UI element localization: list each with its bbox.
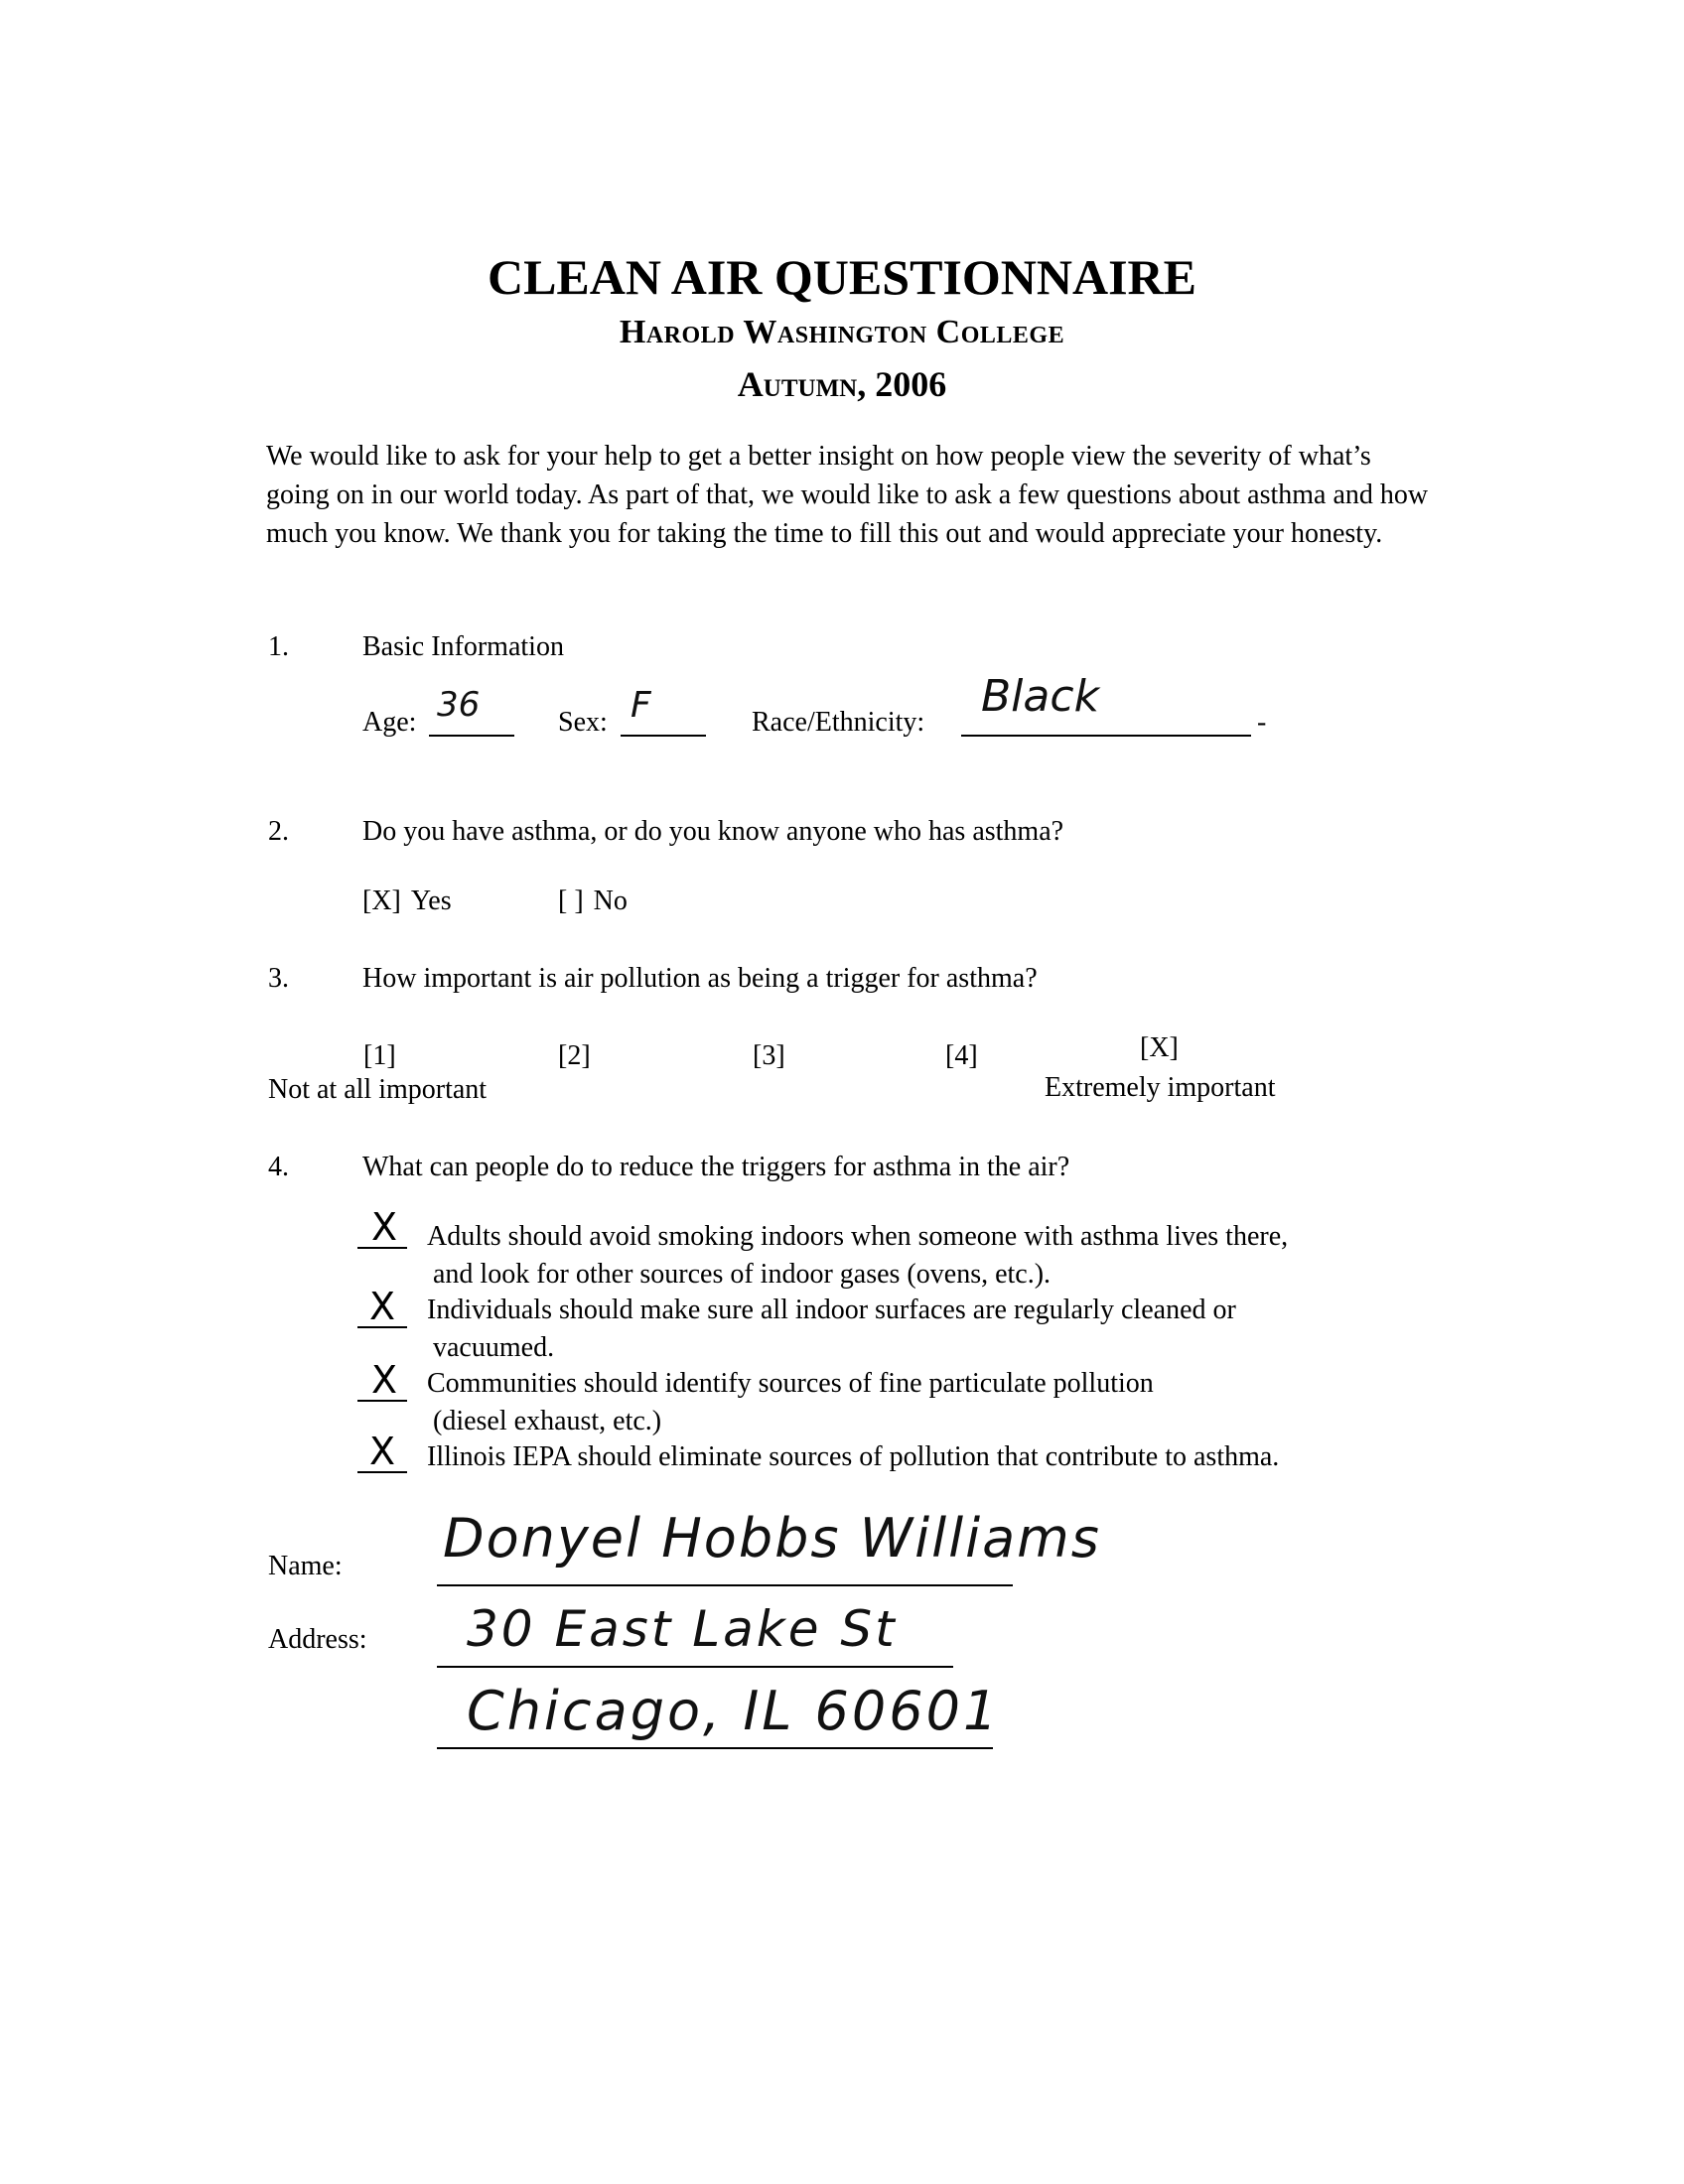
race-trailing-mark: - bbox=[1257, 707, 1267, 738]
q3-option-2[interactable]: [2] bbox=[558, 1040, 591, 1071]
q4-item-4-mark: X bbox=[369, 1430, 396, 1473]
q3-option-4[interactable]: [4] bbox=[945, 1040, 978, 1071]
sex-value: F bbox=[631, 685, 651, 726]
q2-label: Do you have asthma, or do you know anyone who has asthma? bbox=[362, 816, 1064, 847]
q4-item-1-blank bbox=[357, 1247, 407, 1249]
q3-option-5[interactable]: [X] bbox=[1140, 1032, 1179, 1063]
q3-low-label: Not at all important bbox=[268, 1074, 488, 1105]
name-label: Name: bbox=[268, 1551, 343, 1581]
q4-item-3-checkbox[interactable] bbox=[357, 1360, 417, 1400]
race-label: Race/Ethnicity: bbox=[752, 707, 925, 738]
q4-item-3-line2: (diesel exhaust, etc.) bbox=[433, 1406, 662, 1436]
race-value: Black bbox=[981, 671, 1100, 722]
q2-yes-option[interactable] bbox=[362, 886, 452, 917]
address-line1-field[interactable] bbox=[437, 1600, 953, 1668]
q3-number: 3. bbox=[268, 963, 289, 994]
q2-no-label: No bbox=[593, 886, 628, 916]
q4-item-3-line1: Communities should identify sources of fine particulate pollution bbox=[427, 1368, 1154, 1399]
age-label: Age: bbox=[362, 707, 417, 738]
q3-label: How important is air pollution as being a trigger for asthma? bbox=[362, 963, 1038, 994]
q4-item-1-line1: Adults should avoid smoking indoors when someone with asthma lives there, bbox=[427, 1221, 1289, 1252]
q4-item-1-mark: X bbox=[371, 1205, 398, 1249]
sex-label: Sex: bbox=[558, 707, 608, 738]
q4-item-4-blank bbox=[357, 1471, 407, 1473]
name-value: Donyel Hobbs Williams bbox=[443, 1507, 1101, 1570]
q4-item-4-checkbox[interactable] bbox=[357, 1432, 417, 1471]
age-value: 36 bbox=[437, 685, 481, 725]
q3-option-3[interactable]: [3] bbox=[753, 1040, 785, 1071]
q4-item-3-blank bbox=[357, 1400, 407, 1402]
q2-number: 2. bbox=[268, 816, 289, 847]
q4-item-2-line2: vacuumed. bbox=[433, 1332, 555, 1363]
race-field[interactable] bbox=[961, 671, 1251, 737]
name-field[interactable] bbox=[437, 1499, 1101, 1586]
q4-item-1-checkbox[interactable] bbox=[357, 1207, 417, 1247]
sex-field[interactable] bbox=[621, 685, 706, 737]
q3-high-label: Extremely important bbox=[1045, 1072, 1276, 1103]
form-term: Autumn, 2006 bbox=[737, 364, 947, 404]
address-line2-value: Chicago, IL 60601 bbox=[467, 1680, 1001, 1742]
q4-item-2-checkbox[interactable] bbox=[357, 1287, 417, 1326]
q1-label: Basic Information bbox=[362, 631, 564, 662]
address-line1-value: 30 East Lake St bbox=[467, 1600, 898, 1658]
q4-item-2-line1: Individuals should make sure all indoor surfaces are regularly cleaned or bbox=[427, 1295, 1236, 1325]
q2-no-checkbox[interactable]: [ ] bbox=[558, 886, 584, 916]
q4-number: 4. bbox=[268, 1152, 289, 1182]
q4-item-2-mark: X bbox=[369, 1285, 396, 1328]
age-field[interactable] bbox=[429, 685, 514, 737]
form-title: CLEAN AIR QUESTIONNAIRE bbox=[487, 249, 1197, 305]
q1-number: 1. bbox=[268, 631, 289, 662]
intro-paragraph: We would like to ask for your help to get a better insight on how people view the severity of what’s going on in our world today. As part of that, we would like to ask a few questions about asthma and how much you know. We thank you for taking the time to fill this out and would appreciate your honesty. bbox=[266, 441, 1429, 549]
institution-name: Harold Washington College bbox=[619, 314, 1065, 350]
q2-yes-label: Yes bbox=[410, 886, 452, 916]
q4-label: What can people do to reduce the triggers for asthma in the air? bbox=[362, 1152, 1070, 1182]
address-line2-field[interactable] bbox=[437, 1674, 1001, 1749]
q4-item-4-line1: Illinois IEPA should eliminate sources of pollution that contribute to asthma. bbox=[427, 1441, 1280, 1472]
q2-yes-checkbox[interactable]: [X] bbox=[362, 886, 401, 916]
address-label: Address: bbox=[268, 1624, 367, 1655]
q3-option-1[interactable]: [1] bbox=[363, 1040, 396, 1071]
q4-item-1-line2: and look for other sources of indoor gases (ovens, etc.). bbox=[433, 1259, 1052, 1290]
q4-item-3-mark: X bbox=[371, 1358, 398, 1402]
q4-item-2-blank bbox=[357, 1326, 407, 1328]
q2-no-option[interactable] bbox=[558, 886, 628, 917]
